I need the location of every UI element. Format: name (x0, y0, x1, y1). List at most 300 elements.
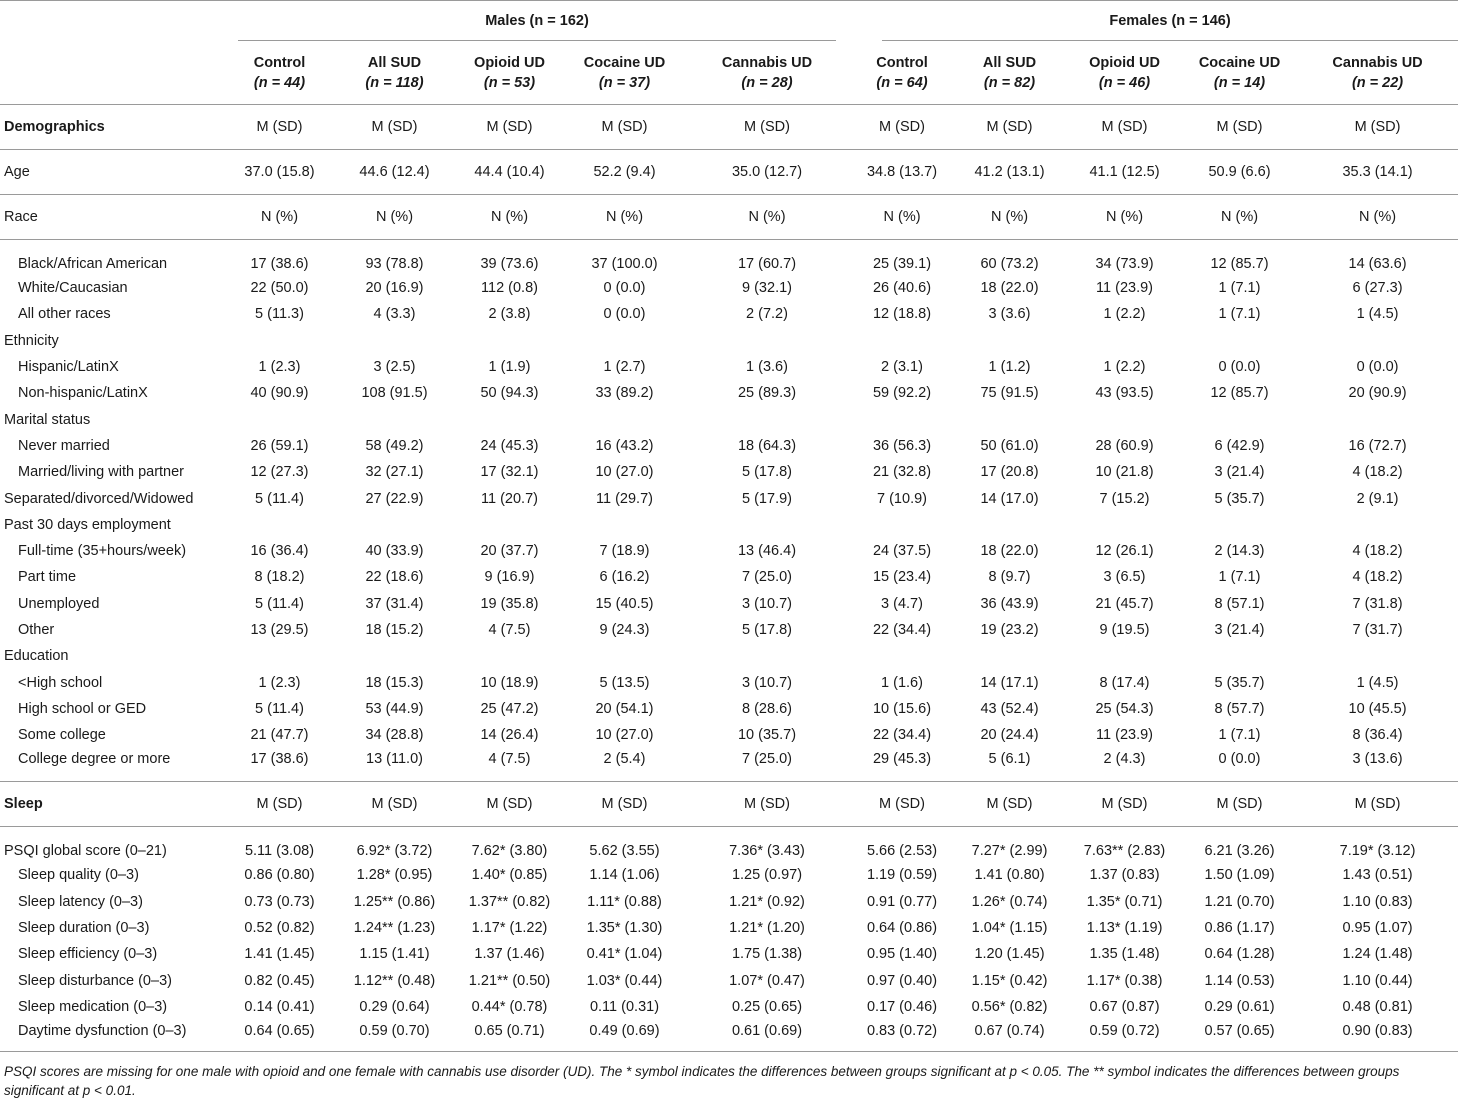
table-cell: 93 (78.8) (365, 256, 424, 272)
table-cell: 2 (7.2) (746, 306, 788, 323)
table-cell: 2 (14.3) (1214, 543, 1265, 560)
table-cell: M (SD) (1067, 782, 1182, 827)
table-cell: 1 (2.7) (603, 359, 646, 376)
table-cell: N (%) (337, 195, 452, 240)
table-cell: 1.25 (0.97) (731, 867, 803, 884)
table-row-employment (0, 512, 1458, 538)
table-cell: 20 (37.7) (480, 543, 539, 560)
row-label: Education (4, 648, 69, 665)
table-cell: M (SD) (952, 105, 1067, 150)
table-cell: 0.67 (0.74) (952, 1020, 1067, 1052)
table-cell: N (%) (567, 195, 682, 240)
table-cell: 5 (17.8) (742, 622, 792, 638)
table-cell: 16 (36.4) (250, 543, 309, 560)
table-cell: 1.24 (1.48) (1342, 946, 1413, 963)
table-cell: 41.2 (13.1) (952, 150, 1067, 195)
row-label: Other (18, 622, 55, 638)
table-cell: M (SD) (222, 782, 337, 827)
table-cell: 0.95 (1.40) (866, 946, 938, 963)
table-cell: 58 (49.2) (365, 437, 424, 454)
table-cell: 0.52 (0.82) (244, 920, 315, 937)
row-label: Unemployed (18, 595, 100, 612)
table-cell (952, 328, 1067, 354)
table-cell: 1 (4.5) (1356, 674, 1399, 691)
table-cell: 16 (43.2) (595, 437, 654, 454)
table-cell: 7.36* (3.43) (682, 827, 852, 863)
table-cell: 17 (38.6) (250, 751, 309, 768)
table-cell (452, 512, 567, 538)
table-cell: 8 (57.1) (1214, 595, 1265, 612)
table-cell: 12 (27.3) (250, 464, 309, 481)
col-male-cocaine: Cocaine UD (n = 37) (567, 41, 682, 105)
table-cell: N (%) (222, 195, 337, 240)
table-cell: 25 (54.3) (1095, 700, 1154, 717)
table-row-disturbance (0, 968, 1458, 994)
table-row-black (0, 240, 1458, 276)
table-cell: 5.62 (3.55) (567, 827, 682, 863)
table-cell: 22 (50.0) (250, 280, 309, 297)
table-cell: 1.35* (0.71) (1086, 893, 1163, 910)
row-label: White/Caucasian (18, 280, 128, 297)
table-cell: 0.48 (0.81) (1342, 998, 1413, 1015)
table-cell: 44.4 (10.4) (452, 150, 567, 195)
table-cell (452, 406, 567, 432)
table-cell: 1.03* (0.44) (586, 972, 663, 989)
table-cell: 1 (2.2) (1103, 306, 1146, 323)
table-cell: 4 (7.5) (488, 622, 531, 638)
table-cell: 1.41 (0.80) (974, 867, 1045, 884)
table-row-college (0, 748, 1458, 782)
table-cell: 18 (22.0) (980, 280, 1039, 297)
table-row-sleep (0, 782, 1458, 827)
table-cell: 20 (24.4) (980, 727, 1039, 744)
table-cell: 5 (35.7) (1214, 490, 1265, 507)
table-row-separated (0, 485, 1458, 511)
table-cell: 12 (85.7) (1210, 385, 1269, 402)
table-cell: 0.49 (0.69) (567, 1020, 682, 1052)
table-cell: 1.37** (0.82) (468, 893, 551, 910)
table-cell: 0.73 (0.73) (244, 893, 315, 910)
table-cell: 21 (45.7) (1095, 595, 1154, 612)
table-cell: 7 (15.2) (1099, 490, 1150, 507)
table-cell: 7 (31.8) (1352, 595, 1403, 612)
table-cell (1182, 512, 1297, 538)
table-cell: 15 (40.5) (595, 595, 654, 612)
table-cell: 22 (34.4) (872, 727, 932, 744)
table-cell: 41.1 (12.5) (1067, 150, 1182, 195)
col-male-control: Control (n = 44) (222, 41, 337, 105)
table-row-age (0, 150, 1458, 195)
row-label: Part time (18, 569, 77, 586)
table-row-nonhispanic (0, 380, 1458, 406)
table-cell: 8 (28.6) (742, 700, 792, 717)
row-label: PSQI global score (0–21) (0, 827, 222, 863)
table-cell: 1.21 (0.70) (1204, 893, 1275, 910)
table-cell: 5 (35.7) (1214, 674, 1265, 691)
table-cell: 0.57 (0.65) (1182, 1020, 1297, 1052)
table-cell: M (SD) (222, 105, 337, 150)
table-cell: 1.26* (0.74) (971, 893, 1048, 910)
table-row-never (0, 433, 1458, 459)
table-cell: 18 (15.3) (365, 674, 424, 691)
table-cell (682, 328, 852, 354)
table-row-demographics (0, 105, 1458, 150)
table-cell: 7.19* (3.12) (1297, 827, 1458, 863)
table-cell: 27 (22.9) (365, 490, 424, 507)
table-cell: 0.14 (0.41) (244, 998, 315, 1015)
table-cell: 2 (4.3) (1103, 751, 1146, 768)
table-cell: 13 (46.4) (737, 543, 797, 560)
table-cell: 8 (57.7) (1214, 700, 1265, 717)
table-cell: M (SD) (452, 105, 567, 150)
table-cell (222, 643, 337, 669)
table-cell (567, 512, 682, 538)
table-cell (1067, 406, 1182, 432)
table-cell: 1 (1.2) (988, 359, 1031, 376)
table-cell (452, 643, 567, 669)
table-cell: 50 (94.3) (480, 385, 539, 402)
table-cell (337, 406, 452, 432)
table-cell: 3 (13.6) (1352, 751, 1403, 768)
table-cell: N (%) (952, 195, 1067, 240)
table-cell: 11 (23.9) (1096, 280, 1153, 297)
table-cell: N (%) (1182, 195, 1297, 240)
table-cell: 5 (6.1) (988, 751, 1031, 768)
table-cell: 5 (17.8) (742, 464, 792, 481)
table-cell: 40 (33.9) (365, 543, 424, 560)
table-cell (1067, 328, 1182, 354)
table-cell: 26 (59.1) (250, 437, 309, 454)
table-cell: 0.41* (1.04) (586, 946, 663, 963)
table-cell: 5.66 (2.53) (852, 827, 952, 863)
table-cell: 1.37 (0.83) (1089, 867, 1160, 884)
females-group-label: Females (n = 146) (882, 0, 1458, 41)
row-label: Never married (18, 437, 110, 454)
table-cell: M (SD) (852, 782, 952, 827)
table-cell: 8 (36.4) (1352, 727, 1403, 744)
col-female-cannabis: Cannabis UD (n = 22) (1297, 41, 1458, 105)
table-cell: 7.62* (3.80) (452, 827, 567, 863)
table-cell: 5 (17.9) (742, 490, 792, 507)
table-cell (1297, 328, 1458, 354)
col-male-allsud: All SUD (n = 118) (337, 41, 452, 105)
table-cell: 17 (20.8) (980, 464, 1039, 481)
row-label: Sleep (0, 782, 222, 827)
table-cell: 22 (34.4) (872, 622, 932, 638)
table-cell: 4 (7.5) (488, 751, 531, 768)
table-cell: 10 (27.0) (595, 727, 654, 744)
table-cell: 7.27* (2.99) (952, 827, 1067, 863)
table-cell: 10 (45.5) (1348, 700, 1407, 717)
table-cell: 3 (10.7) (742, 674, 792, 691)
table-row-ethnicity (0, 328, 1458, 354)
table-cell: 1 (7.1) (1218, 569, 1261, 586)
table-cell: 1.21* (1.20) (729, 920, 805, 937)
table-cell: 44.6 (12.4) (337, 150, 452, 195)
table-cell: 18 (64.3) (737, 437, 797, 454)
table-cell: 10 (15.6) (872, 700, 932, 717)
table-cell: 0.29 (0.61) (1204, 998, 1275, 1015)
table-cell: 21 (47.7) (250, 727, 309, 744)
table-cell: 5 (11.3) (255, 306, 304, 323)
table-cell: 40 (90.9) (250, 385, 309, 402)
table-cell (1182, 406, 1297, 432)
table-cell: 1.15 (1.41) (359, 946, 430, 963)
table-cell: 24 (45.3) (480, 437, 539, 454)
table-cell: 1 (2.3) (258, 359, 301, 376)
table-cell (1182, 643, 1297, 669)
table-cell: 1 (7.1) (1218, 727, 1261, 744)
table-cell (1297, 406, 1458, 432)
table-cell: 19 (23.2) (980, 622, 1039, 638)
col-female-cocaine: Cocaine UD (n = 14) (1182, 41, 1297, 105)
table-row-latency (0, 889, 1458, 915)
table-cell: 17 (32.1) (480, 464, 539, 481)
table-cell: 1 (4.5) (1356, 306, 1399, 323)
table-cell: N (%) (1067, 195, 1182, 240)
table-cell (222, 512, 337, 538)
table-cell: 4 (3.3) (373, 306, 416, 323)
table-cell: 14 (63.6) (1348, 256, 1407, 272)
table-cell: 0.91 (0.77) (866, 893, 938, 910)
table-cell: M (SD) (1297, 782, 1458, 827)
table-cell: 2 (9.1) (1356, 490, 1399, 507)
table-cell: 50.9 (6.6) (1182, 150, 1297, 195)
table-cell: 59 (92.2) (872, 385, 932, 402)
col-male-cannabis: Cannabis UD (n = 28) (682, 41, 852, 105)
table-cell: 10 (35.7) (737, 727, 797, 744)
col-female-control: Control (n = 64) (852, 41, 952, 105)
table-cell: 1.75 (1.38) (731, 946, 803, 963)
table-row-medication (0, 994, 1458, 1020)
table-cell: M (SD) (1067, 105, 1182, 150)
table-cell (952, 643, 1067, 669)
table-cell: 14 (17.1) (980, 674, 1039, 691)
row-label: Sleep disturbance (0–3) (18, 972, 172, 989)
table-cell: 28 (60.9) (1095, 437, 1154, 454)
table-row-daytime (0, 1020, 1458, 1052)
table-cell: 9 (32.1) (742, 280, 792, 297)
table-cell: 1 (2.3) (258, 674, 301, 691)
males-group-label: Males (n = 162) (238, 0, 836, 41)
table-cell: 1.41 (1.45) (244, 946, 315, 963)
table-cell: M (SD) (952, 782, 1067, 827)
table-cell: 14 (26.4) (480, 727, 539, 744)
table-cell: 1.11* (0.88) (587, 893, 662, 910)
table-cell: 1.12** (0.48) (353, 972, 436, 989)
table-cell: 29 (45.3) (872, 751, 932, 768)
table-cell: 10 (18.9) (480, 674, 539, 691)
footnote: PSQI scores are missing for one male with opioid and one female with cannabis use disorder (UD). The * symbol indicates the differences between groups significant at p < 0.05. The ** symbol indicates the differences between groups significant at p < 0.01. (4, 1064, 1400, 1098)
table-cell: 0 (0.0) (1218, 751, 1261, 768)
table-cell: 112 (0.8) (481, 280, 538, 297)
table-cell (452, 328, 567, 354)
table-cell: 9 (24.3) (599, 622, 650, 638)
row-label: Married/living with partner (18, 464, 185, 481)
table-cell: 0.44* (0.78) (471, 998, 548, 1015)
row-label: <High school (18, 674, 103, 691)
table-cell: N (%) (682, 195, 852, 240)
group-header-row (0, 0, 1458, 41)
table-cell: 0.59 (0.70) (337, 1020, 452, 1052)
row-label: High school or GED (18, 700, 147, 717)
table-cell (337, 328, 452, 354)
table-cell: 0 (0.0) (1218, 359, 1261, 376)
table-cell: 6 (27.3) (1352, 280, 1403, 297)
table-cell: 17 (60.7) (737, 256, 797, 272)
table-cell: 1.19 (0.59) (866, 867, 938, 884)
table-cell: 36 (43.9) (980, 595, 1039, 612)
row-label: Marital status (4, 411, 91, 428)
table-cell: 34 (28.8) (365, 727, 424, 744)
table-cell: 1.07* (0.47) (729, 972, 805, 989)
table-row-other-emp (0, 617, 1458, 643)
table-cell: 20 (16.9) (365, 280, 424, 297)
table-cell: 7 (18.9) (599, 543, 650, 560)
table-row-psqi (0, 827, 1458, 863)
table-cell: 25 (47.2) (480, 700, 539, 717)
table-cell (337, 643, 452, 669)
table-cell: 53 (44.9) (365, 700, 424, 717)
table-cell: 8 (17.4) (1099, 674, 1150, 691)
table-cell: M (SD) (1182, 782, 1297, 827)
table-cell: 34 (73.9) (1095, 256, 1154, 272)
table-cell: 15 (23.4) (872, 569, 932, 586)
table-cell: 13 (29.5) (250, 622, 309, 638)
table-cell: 1.35 (1.48) (1089, 946, 1160, 963)
table-cell: 3 (10.7) (742, 595, 792, 612)
table-cell: M (SD) (567, 105, 682, 150)
table-cell: 7 (10.9) (877, 490, 927, 507)
table-cell: 1.21** (0.50) (468, 972, 551, 989)
table-cell: 1.15* (0.42) (971, 972, 1048, 989)
table-cell: M (SD) (1182, 105, 1297, 150)
table-cell: 3 (4.7) (881, 595, 923, 612)
table-cell: 1.24** (1.23) (353, 920, 436, 937)
col-female-allsud: All SUD (n = 82) (952, 41, 1067, 105)
table-cell: 0.64 (0.86) (866, 920, 938, 937)
table-row-hs (0, 696, 1458, 722)
table-row-married (0, 459, 1458, 485)
table-cell: 1.13* (1.19) (1086, 920, 1163, 937)
table-cell: 36 (56.3) (872, 437, 932, 454)
table-cell: 0.29 (0.64) (359, 998, 430, 1015)
table-cell: 16 (72.7) (1348, 437, 1407, 454)
table-cell: 60 (73.2) (980, 256, 1039, 272)
col-male-opioid: Opioid UD (n = 53) (452, 41, 567, 105)
table-cell: 10 (21.8) (1095, 464, 1154, 481)
col-female-opioid: Opioid UD (n = 46) (1067, 41, 1182, 105)
table-cell: 1.10 (0.83) (1342, 893, 1413, 910)
table-cell: 0.56* (0.82) (971, 998, 1048, 1015)
table-cell: 11 (20.7) (481, 490, 538, 507)
row-label: All other races (18, 306, 111, 323)
table-cell: M (SD) (452, 782, 567, 827)
table-cell (952, 512, 1067, 538)
table-row-unemployed (0, 591, 1458, 617)
table-cell: 1.10 (0.44) (1342, 972, 1413, 989)
table-cell: 1.28* (0.95) (356, 867, 433, 884)
row-label: Black/African American (18, 256, 168, 272)
table-cell: 11 (29.7) (596, 490, 653, 507)
table-cell: 21 (32.8) (872, 464, 932, 481)
table-cell: 0.97 (0.40) (866, 972, 938, 989)
table-cell: 24 (37.5) (872, 543, 932, 560)
table-cell: 9 (16.9) (484, 569, 535, 586)
table-cell: 0.25 (0.65) (731, 998, 803, 1015)
table-cell: 1.14 (0.53) (1204, 972, 1275, 989)
table-row-other-races (0, 301, 1458, 327)
table-cell: 1.50 (1.09) (1204, 867, 1275, 884)
table-cell: 4 (18.2) (1352, 464, 1403, 481)
table-cell: 12 (26.1) (1095, 543, 1154, 560)
row-label: Hispanic/LatinX (18, 359, 119, 376)
table-cell: 0.86 (0.80) (244, 867, 315, 884)
table-row-some-college (0, 722, 1458, 748)
table-cell (1067, 512, 1182, 538)
table-cell: 1.20 (1.45) (974, 946, 1045, 963)
table-cell: M (SD) (1297, 105, 1458, 150)
table-cell: 0.64 (1.28) (1204, 946, 1275, 963)
table-row-duration (0, 915, 1458, 941)
table-cell: 1 (7.1) (1218, 306, 1261, 323)
table-cell (567, 406, 682, 432)
table-cell: M (SD) (567, 782, 682, 827)
table-cell (1297, 512, 1458, 538)
row-label: Non-hispanic/LatinX (18, 385, 148, 402)
table-cell: 1 (7.1) (1218, 280, 1261, 297)
table-cell: 1.04* (1.15) (971, 920, 1048, 937)
table-cell: 22 (18.6) (365, 569, 424, 586)
table-cell: 52.2 (9.4) (567, 150, 682, 195)
table-cell: 39 (73.6) (480, 256, 539, 272)
table-cell: 1.40* (0.85) (471, 867, 548, 884)
table-cell (852, 406, 952, 432)
table-cell: 2 (3.1) (881, 359, 923, 376)
table-cell: 25 (89.3) (737, 385, 797, 402)
table-cell: 18 (15.2) (365, 622, 424, 638)
table-cell (682, 406, 852, 432)
column-header-row (0, 41, 1458, 105)
table-cell: 7 (25.0) (742, 569, 792, 586)
table-cell: 5 (11.4) (255, 595, 304, 612)
table-cell (567, 643, 682, 669)
table-cell: 1.14 (1.06) (589, 867, 660, 884)
table-cell: 0.67 (0.87) (1089, 998, 1160, 1015)
table-cell: 2 (3.8) (488, 306, 531, 323)
row-label: Demographics (0, 105, 222, 150)
table-cell: 35.0 (12.7) (682, 150, 852, 195)
table-cell: 5 (11.4) (255, 700, 304, 717)
table-cell: 4 (18.2) (1352, 543, 1403, 560)
table-cell: 1.17* (1.22) (471, 920, 548, 937)
table-cell (682, 512, 852, 538)
table-cell: 0.82 (0.45) (244, 972, 315, 989)
table-cell (337, 512, 452, 538)
row-label: Sleep duration (0–3) (18, 920, 150, 937)
table-cell: 7 (31.7) (1352, 622, 1403, 638)
table-cell: 20 (54.1) (595, 700, 654, 717)
table-cell: 20 (90.9) (1348, 385, 1407, 402)
table-cell: 6 (16.2) (599, 569, 650, 586)
table-cell: 6 (42.9) (1214, 437, 1265, 454)
table-cell: 3 (21.4) (1214, 622, 1265, 638)
table-cell: 3 (6.5) (1103, 569, 1146, 586)
table-cell: 1 (2.2) (1103, 359, 1146, 376)
table-cell: 0 (0.0) (603, 280, 646, 297)
table-cell: 1.21* (0.92) (729, 893, 805, 910)
table-cell: 0.59 (0.72) (1067, 1020, 1182, 1052)
